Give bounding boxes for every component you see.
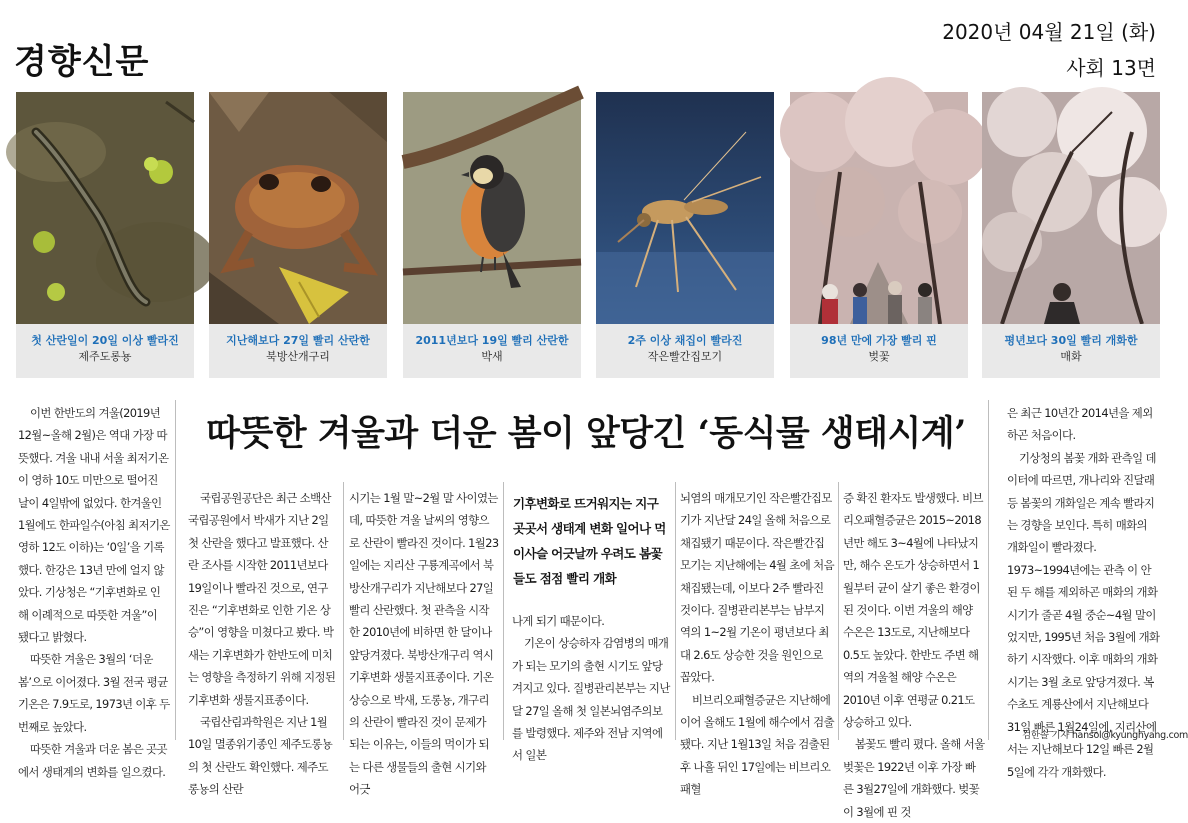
caption-highlight: 지난해보다 27일 빨리 산란한 xyxy=(226,334,370,347)
photo-caption xyxy=(209,324,387,378)
article-column-7 xyxy=(1007,402,1188,783)
photo-strip xyxy=(16,92,1160,378)
column-divider xyxy=(838,482,839,740)
caption-subject: 매화 xyxy=(1060,350,1082,363)
caption-highlight: 98년 만에 가장 빨리 핀 xyxy=(821,334,937,347)
paragraph: 따뜻한 겨울은 3월의 ‘더운 봄’으로 이어졌다. 3월 전국 평균 기온은 7.9도로, 1973년 이후 두 번째로 높았다. xyxy=(18,652,170,734)
caption-subject: 벚꽃 xyxy=(868,350,890,363)
column-divider xyxy=(675,482,676,740)
photo-caption xyxy=(982,324,1160,378)
column-divider xyxy=(175,400,176,740)
tit-photo xyxy=(403,92,581,324)
plum-blossom-photo xyxy=(982,92,1160,324)
article-column-6 xyxy=(843,487,985,823)
paragraph: 나게 되기 때문이다. xyxy=(512,614,605,628)
newspaper-masthead: 경향신문 xyxy=(14,42,150,82)
photo-caption xyxy=(16,324,194,378)
caption-subject: 박새 xyxy=(481,350,503,363)
photo-card-mosquito xyxy=(596,92,774,378)
column-divider xyxy=(988,400,989,740)
paragraph: 이번 한반도의 겨울(2019년 12월~올해 2월)은 역대 가장 따뜻했다. 겨울 내내 서울 최저기온이 영하 10도 미만으로 떨어진 날이 4일밖에 없었다. 한겨울인 1월에도 한파일수(아침 최저기온 영하 12도 이하)는 ‘0일’을 기록했다. 한강은 13년 만에 얼지 않았다. 기상청은 “기후변화로 인해 이례적으로 따뜻한 겨울”이 됐다고 밝혔다. xyxy=(18,406,170,645)
paragraph: 증 확진 환자도 발생했다. 비브리오패혈증균은 2015~2018년만 해도 3~4월에 나타났지만, 해수 온도가 상승하면서 1월부터 균이 살기 좋은 환경이 된 것이다. 이번 겨울의 해양 수온은 13도로, 지난해보다 0.5도 높았다. 한반도 주변 해역의 겨울철 해양 수온은 2010년 이후 연평균 0.21도 상승하고 있다. xyxy=(843,491,983,730)
paragraph: 국립산림과학원은 지난 1월10일 멸종위기종인 제주도롱뇽의 첫 산란도 확인했다. 제주도롱뇽의 산란 xyxy=(188,715,333,797)
mosquito-photo xyxy=(596,92,774,324)
paragraph: 비브리오패혈증균은 지난해에 이어 올해도 1월에 해수에서 검출됐다. 지난 1월13일 처음 검출된 후 나흘 뒤인 17일에는 비브리오패혈 xyxy=(680,692,834,797)
paragraph: 따뜻한 겨울과 더운 봄은 곳곳에서 생태계의 변화를 일으켰다. xyxy=(18,742,167,779)
caption-highlight: 평년보다 30일 빨리 개화한 xyxy=(1004,334,1138,347)
page-section: 사회 13면 xyxy=(1066,56,1156,80)
article-column-3 xyxy=(349,487,499,801)
paragraph: 뇌염의 매개모기인 작은빨간집모기가 지난달 24일 올해 처음으로 채집됐기 때문이다. 작은빨간집모기는 지난해에는 4월 초에 처음 채집됐는데, 이보다 2주 빨라진 것이다. 질병관리본부는 남부지역의 1~2월 기온이 평년보다 최대 2.6도 상승한 것을 원인으로 꼽았다. xyxy=(680,491,834,685)
photo-card-salamander xyxy=(16,92,194,378)
caption-subject: 작은빨간집모기 xyxy=(647,350,723,363)
article-column-2 xyxy=(188,487,338,801)
reporter-byline: 김한솔 기자 hansol@kyunghyang.com xyxy=(1022,730,1188,741)
paragraph: 은 최근 10년간 2014년을 제외하곤 처음이다. xyxy=(1007,406,1153,443)
paragraph: 시기는 1월 말~2월 말 사이였는데, 따뜻한 겨울 날씨의 영향으로 산란이 빨라진 것이다. 1월23일에는 지리산 구룡계곡에서 북방산개구리가 지난해보다 27일 빨리 산란했다. 첫 관측을 시작한 2010년에 비하면 한 달이나 앞당겨졌다. 북방산개구리 역시 기후변화 생물지표종이다. 기온 상승으로 박새, 도롱뇽, 개구리의 산란이 빨라진 것이 문제가 되는 이유는, 이들의 먹이가 되는 다른 생물들의 출현 시기와 어긋 xyxy=(349,491,499,797)
caption-subject: 제주도롱뇽 xyxy=(78,350,132,363)
photo-caption xyxy=(790,324,968,378)
photo-caption xyxy=(596,324,774,378)
paragraph: 기온이 상승하자 감염병의 매개가 되는 모기의 출현 시기도 앞당겨지고 있다. 질병관리본부는 지난달 27일 올해 첫 일본뇌염주의보를 발령했다. 제주와 전남 지역에서 일본 xyxy=(512,636,670,763)
caption-highlight: 2011년보다 19일 빨리 산란한 xyxy=(415,334,569,347)
paragraph: 봄꽃도 빨리 폈다. 올해 서울 벚꽃은 1922년 이후 가장 빠른 3월27일에 개화했다. 벚꽃이 3월에 핀 것 xyxy=(843,737,985,819)
photo-caption xyxy=(403,324,581,378)
photo-card-cherry-blossom xyxy=(790,92,968,378)
column-divider xyxy=(503,482,504,740)
photo-card-tit xyxy=(403,92,581,378)
article-column-5 xyxy=(680,487,834,801)
cherry-blossom-photo xyxy=(790,92,968,324)
caption-subject: 북방산개구리 xyxy=(266,350,330,363)
photo-card-frog xyxy=(209,92,387,378)
paragraph: 기상청의 봄꽃 개화 관측일 데이터에 따르면, 개나리와 진달래 등 봄꽃의 개화일은 계속 빨라지는 경향을 보인다. 특히 매화의 개화일이 빨라졌다. 1973~1994년에는 관측 이 안된 두 해를 제외하곤 매화의 개화 시기가 줄곧 4월 중순~4월 말이었지만, 1995년 처음 3월에 개화하기 시작했다. 이후 매화의 개화 시기는 3월 초로 앞당겨졌다. 복수초도 계룡산에서 지난해보다 31일 빠른 1월24일에, 지리산에서는 지난해보다 12일 빠른 2월5일에 각각 개화했다. xyxy=(1007,450,1160,779)
article-headline: 따뜻한 겨울과 더운 봄이 앞당긴 ‘동식물 생태시계’ xyxy=(206,413,966,454)
photo-card-plum-blossom xyxy=(982,92,1160,378)
column-divider xyxy=(343,482,344,740)
frog-photo xyxy=(209,92,387,324)
publication-date: 2020년 04월 21일 (화) xyxy=(942,20,1156,44)
paragraph: 국립공원공단은 최근 소백산국립공원에서 박새가 지난 2일 첫 산란을 했다고 발표했다. 산란 조사를 시작한 2011년보다 19일이나 빨라진 것으로, 연구진은 “기후변화로 인한 기온 상승”이 영향을 미쳤다고 봤다. 박새는 기후변화가 한반도에 미치는 영향을 측정하기 위해 지정된 기후변화 생물지표종이다. xyxy=(188,491,336,707)
caption-highlight: 첫 산란일이 20일 이상 빨라진 xyxy=(31,334,179,347)
article-column-1 xyxy=(18,402,170,783)
article-column-4 xyxy=(512,610,670,767)
article-subhead: 기후변화로 뜨거워지는 지구 곳곳서 생태계 변화 일어나 먹이사슬 어긋날까 우려도 봄꽃들도 점점 빨리 개화 xyxy=(513,496,666,586)
caption-highlight: 2주 이상 채집이 빨라진 xyxy=(627,334,743,347)
salamander-photo xyxy=(16,92,194,324)
